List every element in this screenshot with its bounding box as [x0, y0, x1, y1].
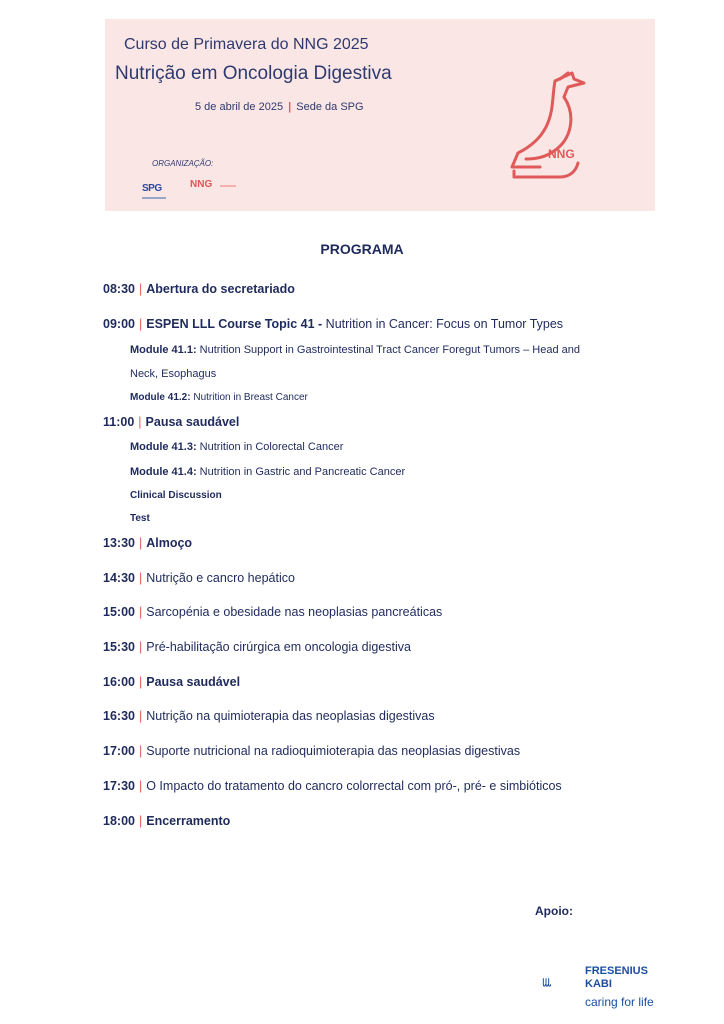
organization-label: ORGANIZAÇÃO:: [152, 159, 214, 168]
schedule-row: 16:30 | Nutrição na quimioterapia das neoplasias digestivas: [103, 709, 435, 723]
schedule-time: 13:30: [103, 536, 135, 550]
module-line: Module 41.2: Nutrition in Breast Cancer: [130, 392, 308, 403]
schedule-row: 08:30 | Abertura do secretariado: [103, 282, 295, 296]
module-line: Module 41.4: Nutrition in Gastric and Pancreatic Cancer: [130, 466, 406, 478]
schedule-time: 11:00: [103, 415, 135, 429]
spg-logo: [142, 178, 170, 194]
sponsor-tagline: caring for life: [585, 995, 654, 1009]
course-subtitle: Nutrição em Oncologia Digestiva: [115, 63, 392, 84]
schedule-time: 16:00: [103, 675, 135, 689]
schedule-item: Abertura do secretariado: [146, 282, 295, 296]
sponsor-label: Apoio:: [535, 904, 573, 918]
schedule-item: Almoço: [146, 536, 193, 550]
schedule-time: 15:00: [103, 605, 135, 619]
nng-big-logo-text: NNG: [548, 147, 575, 161]
schedule-time: 08:30: [103, 282, 135, 296]
module-line: Clinical Discussion: [130, 490, 222, 501]
schedule-row: 15:30 | Pré-habilitação cirúrgica em oncologia digestiva: [103, 640, 411, 654]
schedule-time: 17:00: [103, 744, 135, 758]
header-banner: [105, 19, 655, 211]
schedule-row: 17:00 | Suporte nutricional na radioquimioterapia das neoplasias digestivas: [103, 744, 521, 758]
schedule-row: 13:30 | Almoço: [103, 536, 193, 550]
schedule-item: Pausa saudável: [145, 415, 240, 429]
schedule-row: 15:00 | Sarcopénia e obesidade nas neoplasias pancreáticas: [103, 605, 443, 619]
module-line: Module 41.3: Nutrition in Colorectal Cancer: [130, 441, 344, 453]
module-line: Neck, Esophagus: [130, 368, 217, 380]
schedule-row: 18:00 | Encerramento: [103, 814, 231, 828]
sponsor-name-line1: FRESENIUS: [585, 965, 648, 977]
module-line: Module 41.1: Nutrition Support in Gastrointestinal Tract Cancer Foregut Tumors – Head and: [130, 344, 580, 356]
schedule-time: 16:30: [103, 709, 135, 723]
event-date: 5 de abril de 2025: [195, 101, 284, 113]
schedule-item: Encerramento: [146, 814, 231, 828]
schedule-row: 11:00 | Pausa saudável: [103, 415, 240, 429]
schedule-row: 17:30 | O Impacto do tratamento do cancro colorrectal com pró-, pré- e simbióticos: [103, 779, 562, 793]
schedule-row: 09:00 | ESPEN LLL Course Topic 41 - Nutrition in Cancer: Focus on Tumor Types: [103, 317, 564, 331]
schedule-time: 17:30: [103, 779, 135, 793]
schedule-time: 14:30: [103, 571, 135, 585]
nng-small-logo-underline: [220, 185, 236, 187]
nng-small-logo: NNG: [190, 179, 213, 190]
event-venue: Sede da SPG: [296, 101, 364, 113]
date-venue: [195, 101, 364, 113]
page-title: PROGRAMA: [320, 241, 404, 257]
fresenius-kabi-logo-icon: [542, 960, 582, 1012]
schedule-item: ESPEN LLL Course Topic 41 -: [146, 317, 323, 331]
module-line: Test: [130, 513, 150, 524]
separator: |: [288, 101, 292, 113]
schedule-item: Pausa saudável: [146, 675, 241, 689]
schedule-row: 14:30 | Nutrição e cancro hepático: [103, 571, 295, 585]
nng-bird-logo-icon: [500, 67, 600, 187]
schedule-time: 15:30: [103, 640, 135, 654]
schedule-time: 09:00: [103, 317, 135, 331]
schedule-time: 18:00: [103, 814, 135, 828]
course-title: Curso de Primavera do NNG 2025: [124, 36, 369, 53]
schedule-row: 16:00 | Pausa saudável: [103, 675, 241, 689]
sponsor-name-line2: KABI: [585, 978, 612, 990]
spg-logo-text: SPG: [142, 183, 162, 194]
